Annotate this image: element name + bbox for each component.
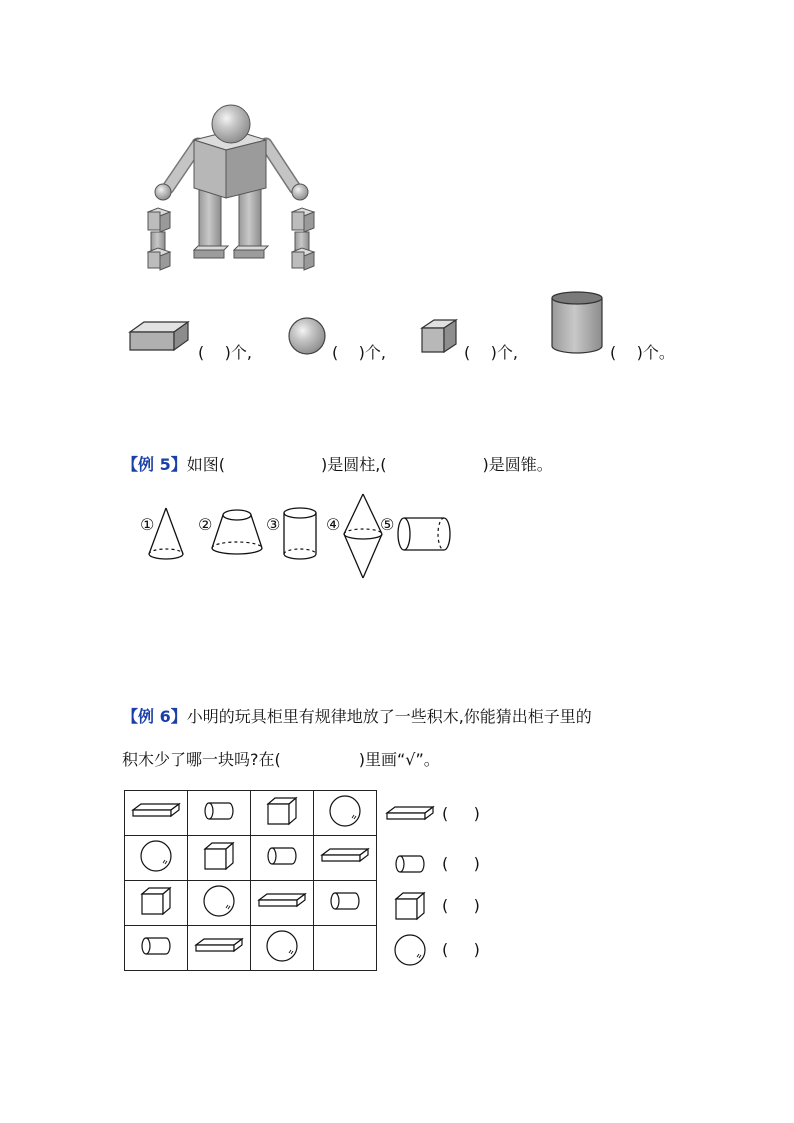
- shape-number-4: ④: [326, 515, 341, 534]
- count-blank-cube[interactable]: ( )个,: [464, 343, 518, 362]
- grid-cell-cube: [251, 791, 314, 836]
- cabinet-grid: [124, 790, 377, 971]
- double-cone-figure-4: [342, 492, 384, 582]
- sphere-icon: [139, 839, 173, 873]
- slab-shape-icon: [128, 318, 190, 354]
- cylinder-figure-3: [282, 506, 322, 564]
- option-sphere: [384, 930, 524, 970]
- cone-figure-1: [146, 506, 186, 564]
- lying-cylinder-figure-5: [396, 516, 452, 556]
- robot-figure: [140, 100, 330, 275]
- grid-cell-cube: [188, 836, 251, 881]
- cube-shape-icon: [420, 318, 458, 356]
- example5-text-a: 如图(: [186, 455, 225, 474]
- grid-row: [125, 836, 377, 881]
- option-slab: [384, 794, 524, 834]
- cube-icon: [140, 886, 172, 916]
- example6-line2-text-a: 积木少了哪一块吗?在(: [122, 750, 281, 769]
- option-slab-checkbox[interactable]: ( ): [442, 804, 480, 823]
- sphere-icon: [328, 794, 362, 828]
- option-sphere-checkbox[interactable]: ( ): [442, 940, 480, 959]
- shape-number-2: ②: [198, 515, 213, 534]
- grid-cell-slab: [314, 836, 377, 881]
- example6-line2: [122, 747, 440, 770]
- example5-tag: 【例 5】: [122, 455, 187, 474]
- option-sphere-icon: [384, 930, 436, 970]
- shape-number-1: ①: [140, 515, 155, 534]
- cylinder-icon: [203, 801, 235, 821]
- grid-row: [125, 926, 377, 971]
- example6-line1: [122, 704, 592, 727]
- slab-icon: [257, 892, 307, 910]
- grid-cell-sphere: [125, 836, 188, 881]
- count-blank-sphere[interactable]: ( )个,: [332, 343, 386, 362]
- slab-icon: [194, 937, 244, 955]
- example5-question: [122, 452, 553, 475]
- option-list: [384, 792, 524, 972]
- count-blank-slab[interactable]: ( )个,: [198, 343, 252, 362]
- option-cube-icon: [384, 886, 436, 926]
- cylinder-icon: [266, 846, 298, 866]
- option-slab-icon: [384, 794, 436, 834]
- example6-line2-text-b: )里画“√”。: [358, 750, 440, 769]
- option-cylinder: [384, 844, 524, 884]
- shape-number-3: ③: [266, 515, 281, 534]
- shape-number-5: ⑤: [380, 515, 395, 534]
- grid-cell-cylinder: [188, 791, 251, 836]
- grid-cell-cylinder: [314, 881, 377, 926]
- grid-cell-cylinder: [125, 926, 188, 971]
- grid-cell-slab: [188, 926, 251, 971]
- grid-row: [125, 791, 377, 836]
- slab-icon: [131, 802, 181, 820]
- example6-tag: 【例 6】: [122, 707, 187, 726]
- option-cylinder-checkbox[interactable]: ( ): [442, 854, 480, 873]
- example6-line1-text: 小明的玩具柜里有规律地放了一些积木,你能猜出柜子里的: [186, 707, 592, 726]
- cylinder-icon: [329, 891, 361, 911]
- grid-cell-sphere: [314, 791, 377, 836]
- grid-cell-empty: [314, 926, 377, 971]
- grid-cell-slab: [125, 791, 188, 836]
- cylinder-shape-icon: [550, 290, 604, 356]
- grid-row: [125, 881, 377, 926]
- cube-icon: [203, 841, 235, 871]
- grid-cell-sphere: [251, 926, 314, 971]
- sphere-icon: [265, 929, 299, 963]
- option-cylinder-icon: [384, 844, 436, 884]
- frustum-figure-2: [210, 508, 264, 558]
- grid-cell-cube: [125, 881, 188, 926]
- sphere-icon: [202, 884, 236, 918]
- cube-icon: [266, 796, 298, 826]
- example5-text-b: )是圆柱,(: [320, 455, 387, 474]
- grid-cell-slab: [251, 881, 314, 926]
- sphere-shape-icon: [287, 316, 327, 356]
- example5-text-c: )是圆锥。: [482, 455, 553, 474]
- option-cube: [384, 886, 524, 926]
- cylinder-icon: [140, 936, 172, 956]
- option-cube-checkbox[interactable]: ( ): [442, 896, 480, 915]
- grid-cell-sphere: [188, 881, 251, 926]
- count-blank-cylinder[interactable]: ( )个。: [610, 343, 675, 362]
- slab-icon: [320, 847, 370, 865]
- grid-cell-cylinder: [251, 836, 314, 881]
